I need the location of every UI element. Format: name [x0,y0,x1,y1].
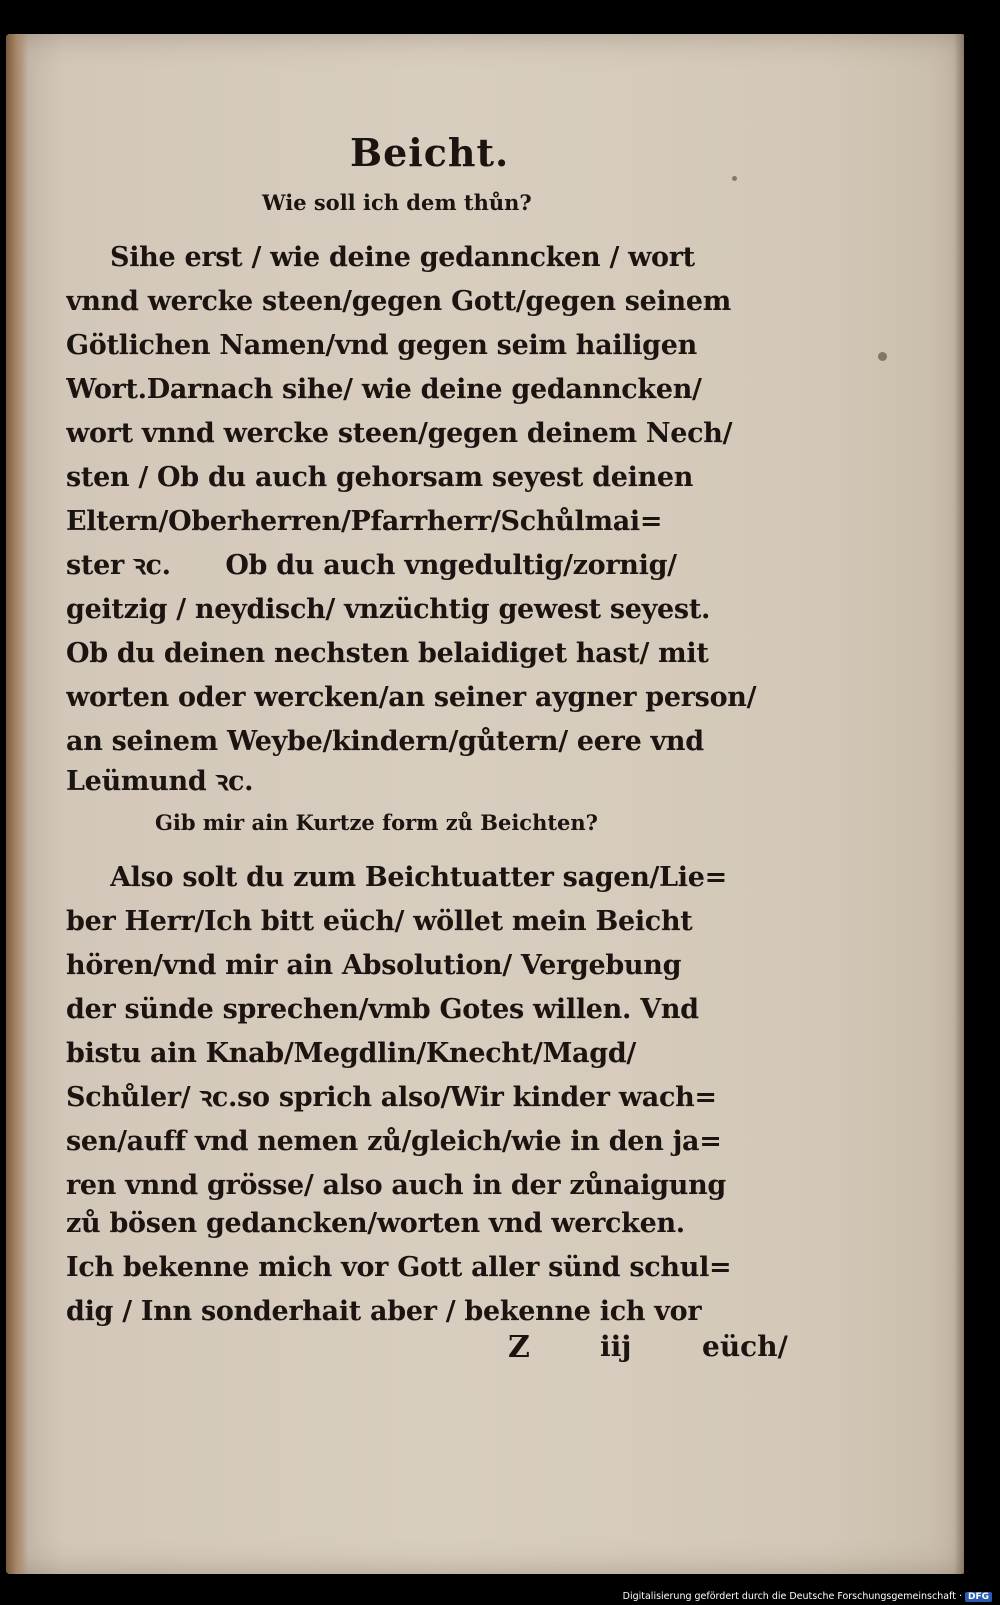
book-spine [6,34,28,1574]
paragraph1-line: ster ꝛc. Ob du auch vngedultig/zornig/ [66,550,677,581]
paragraph2-line: bistu ain Knab/Megdlin/Knecht/Magd/ [66,1038,636,1069]
paragraph2-line: zů bösen gedancken/worten vnd wercken. [66,1208,685,1239]
paragraph2-line: Also solt du zum Beichtuatter sagen/Lie= [110,862,727,893]
paragraph1-line: vnnd wercke steen/gegen Gott/gegen seinem [66,286,731,317]
paragraph1-line: Ob du deinen nechsten belaidiget hast/ mit [66,638,709,669]
paragraph2-line: der sünde sprechen/vmb Gotes willen. Vnd [66,994,699,1025]
paragraph2-line: hören/vnd mir ain Absolution/ Vergebung [66,950,682,981]
paragraph1-line: sten / Ob du auch gehorsam seyest deinen [66,462,694,493]
question-heading-2: Gib mir ain Kurtze form zů Beichten? [155,810,598,835]
paragraph2-line: ren vnnd grösse/ also auch in der zůnaigung [66,1170,727,1201]
paragraph1-line: geitzig / neydisch/ vnzüchtig gewest seyest. [66,594,711,625]
paragraph2-line: sen/auff vnd nemen zů/gleich/wie in den ja= [66,1126,722,1157]
paragraph1-line: Leümund ꝛc. [66,766,254,797]
paragraph1-line: Sihe erst / wie deine gedanncken / wort [110,242,695,273]
ink-spot [732,176,737,181]
paragraph1-line: Götlichen Namen/vnd gegen seim hailigen [66,330,697,361]
paragraph1-line: wort vnnd wercke steen/gegen deinem Nech/ [66,418,733,449]
question-heading-1: Wie soll ich dem thůn? [262,190,532,215]
dfg-logo: DFG [965,1592,992,1602]
paragraph2-line: dig / Inn sonderhait aber / bekenne ich vor [66,1296,702,1327]
funding-footer [623,1591,992,1602]
signature-leaf: iij [600,1330,632,1363]
page-heading: Beicht. [350,130,510,175]
paragraph1-line: an seinem Weybe/kindern/gůtern/ eere vnd [66,726,704,757]
paragraph1-line: Wort.Darnach sihe/ wie deine gedanncken/ [66,374,702,405]
paragraph1-line: worten oder wercken/an seiner aygner person/ [66,682,757,713]
paragraph2-line: ber Herr/Ich bitt eüch/ wöllet mein Beicht [66,906,693,937]
ink-spot [878,352,887,361]
paragraph2-line: Ich bekenne mich vor Gott aller sünd schul= [66,1252,732,1283]
paragraph2-line: Schůler/ ꝛc.so sprich also/Wir kinder wach= [66,1082,717,1113]
footer-text: Digitalisierung gefördert durch die Deutsche Forschungsgemeinschaft · [622,1591,962,1602]
catchword: eüch/ [702,1330,788,1363]
page-edge-shadow [954,34,964,1574]
signature-mark: Z [508,1330,530,1365]
paragraph1-line: Eltern/Oberherren/Pfarrherr/Schůlmai= [66,506,663,537]
